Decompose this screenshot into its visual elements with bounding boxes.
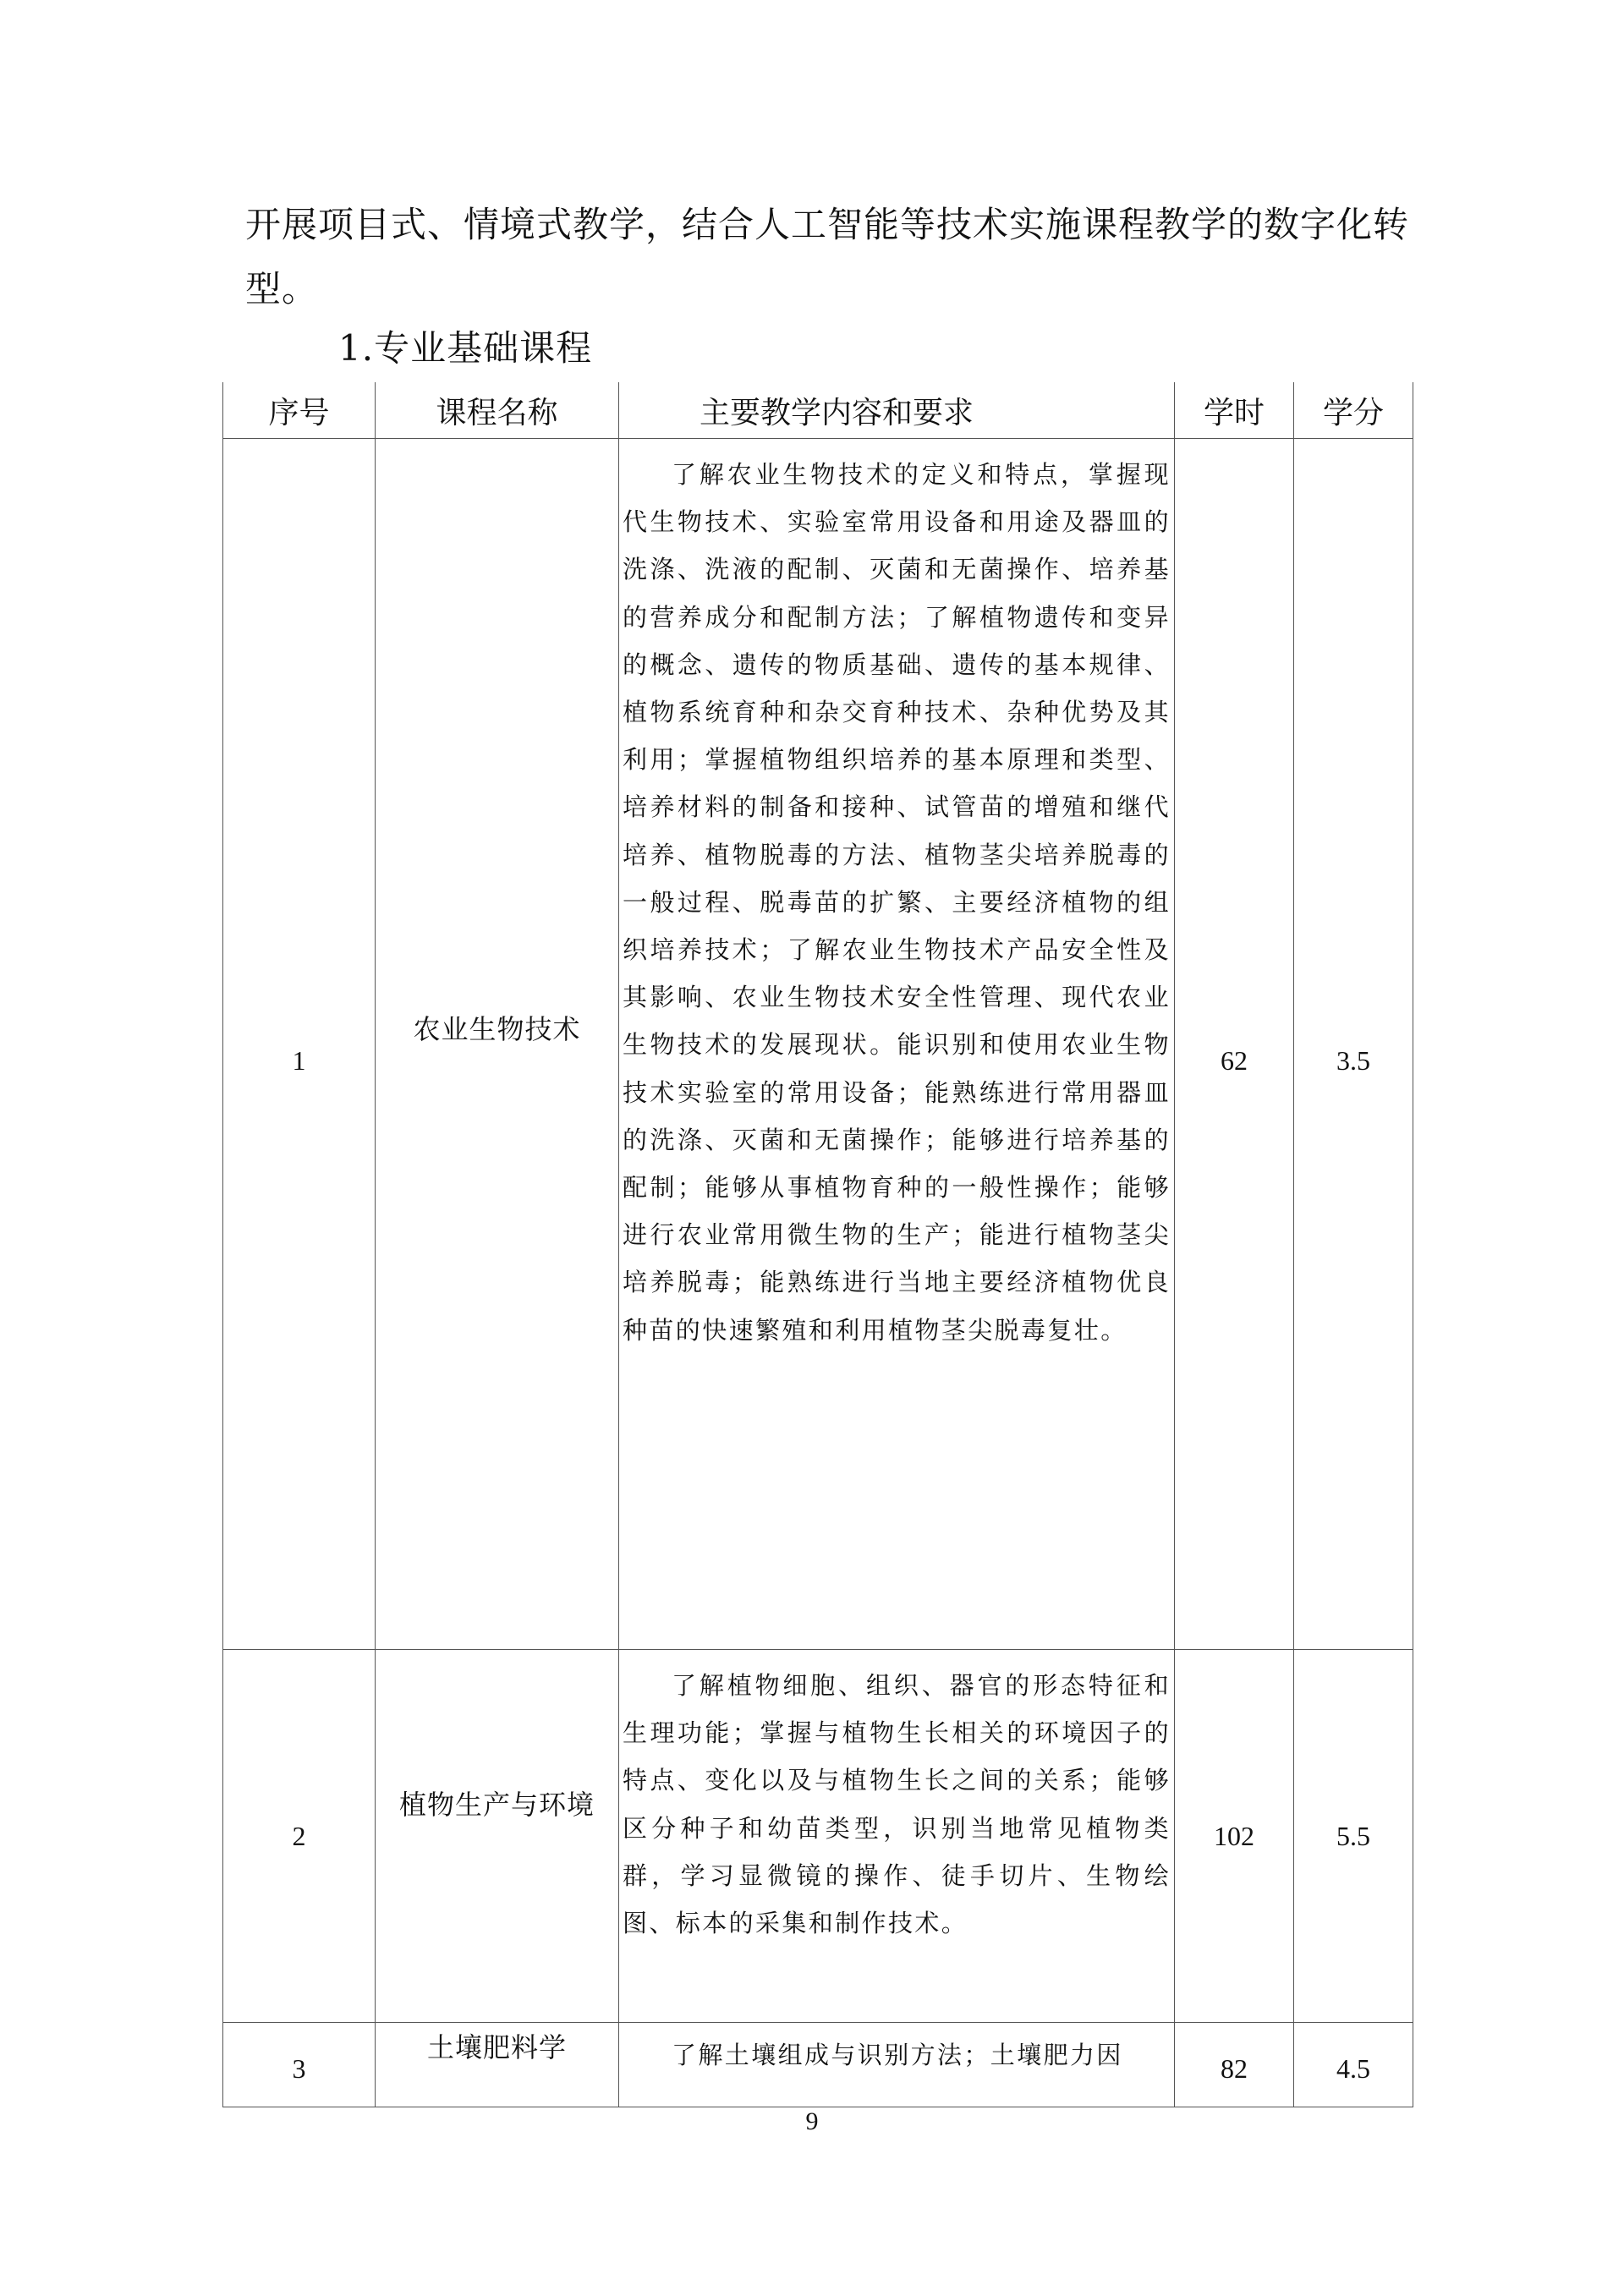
row-content: 了解土壤组成与识别方法；土壤肥力因 [619,2023,1175,2107]
row-content: 了解植物细胞、组织、器官的形态特征和生理功能；掌握与植物生长相关的环境因子的特点、变化以及与植物生长之间的关系；能够区分种子和幼苗类型，识别当地常见植物类群，学习显微镜的操作、徒手切片、生物绘图、标本的采集和制作技术。 [619,1650,1175,2023]
table-row [223,2023,1413,2107]
row-course-name: 农业生物技术 [376,439,619,1650]
row-credits: 3.5 [1294,439,1413,1650]
header-credits: 学分 [1294,382,1413,439]
intro-paragraph: 开展项目式、情境式教学，结合人工智能等技术实施课程教学的数字化转型。 [245,204,1410,310]
row-content: 了解农业生物技术的定义和特点，掌握现代生物技术、实验室常用设备和用途及器皿的洗涤、洗液的配制、灭菌和无菌操作、培养基的营养成分和配制方法；了解植物遗传和变异的概念、遗传的物质基础、遗传的基本规律、植物系统育种和杂交育种技术、杂种优势及其利用；掌握植物组织培养的基本原理和类型、培养材料的制备和接种、试管苗的增殖和继代培养、植物脱毒的方法、植物茎尖培养脱毒的一般过程、脱毒苗的扩繁、主要经济植物的组织培养技术；了解农业生物技术产品安全性及其影响、农业生物技术安全性管理、现代农业生物技术的发展现状。能识别和使用农业生物技术实验室的常用设备；能熟练进行常用器皿的洗涤、灭菌和无菌操作；能够进行培养基的配制；能够从事植物育种的一般性操作；能够进行农业常用微生物的生产；能进行植物茎尖培养脱毒；能熟练进行当地主要经济植物优良种苗的快速繁殖和利用植物茎尖脱毒复壮。 [619,439,1175,1650]
row-course-name: 植物生产与环境 [376,1650,619,2023]
row-seq: 2 [223,1650,376,2023]
curriculum-table [222,382,1413,2107]
table-row [223,439,1413,1650]
row-hours: 82 [1175,2023,1294,2107]
page-number: 9 [805,2107,819,2135]
row-hours: 102 [1175,1650,1294,2023]
header-hours: 学时 [1175,382,1294,439]
row-credits: 5.5 [1294,1650,1413,2023]
header-course-name: 课程名称 [376,382,619,439]
table-header-row [223,382,1413,439]
section-heading: 1.专业基础课程 [338,327,593,369]
table-row [223,1650,1413,2023]
row-seq: 3 [223,2023,376,2107]
header-content: 主要教学内容和要求 [619,382,1175,439]
row-course-name: 土壤肥料学 [376,2023,619,2107]
row-hours: 62 [1175,439,1294,1650]
header-seq: 序号 [223,382,376,439]
row-seq: 1 [223,439,376,1650]
row-credits: 4.5 [1294,2023,1413,2107]
